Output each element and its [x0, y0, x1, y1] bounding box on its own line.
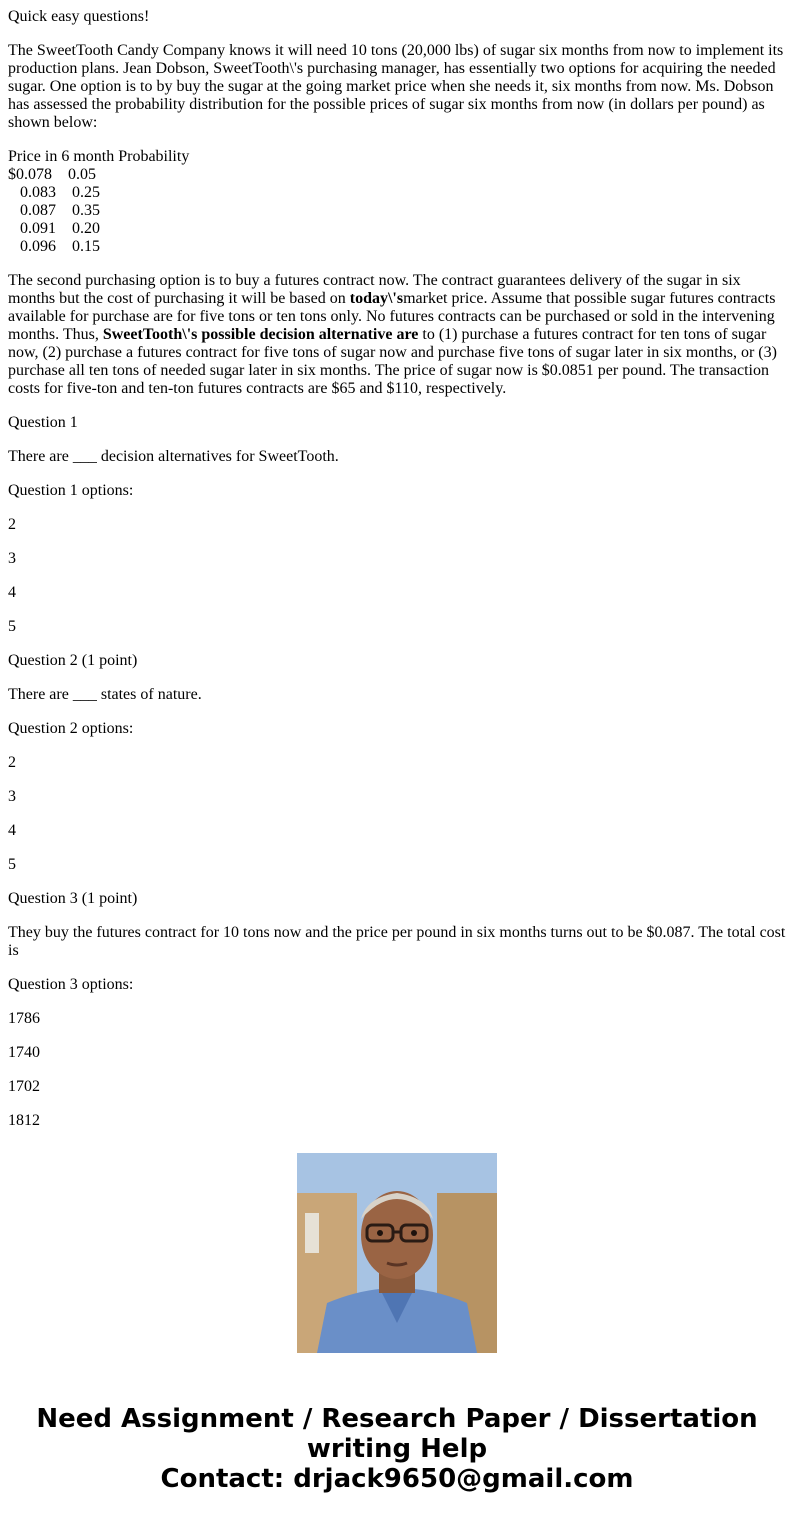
question-3-option[interactable]: 1786: [8, 1010, 40, 1027]
price-probability-table: [8, 148, 786, 256]
price-table-row: 0.087 0.35: [8, 202, 100, 219]
price-table-row: 0.096 0.15: [8, 238, 100, 255]
paragraph-2-text-3: to (1) purchase a futures contract for ten tons of sugar now, (2) purchase a futures contract for five tons of sugar now and purchase five tons of sugar later in six months, or (3) purchase all ten tons of needed sugar later in six months. The price of sugar now is $0.0851 per pound. The transaction costs for five-ton and ten-ton futures contracts are $65 and $110, respectively.: [8, 326, 777, 397]
avatar-portrait-icon: [297, 1153, 497, 1353]
paragraph-2-bold-2: SweetTooth\'s possible decision alternative are: [102, 326, 419, 343]
banner-line-1: Need Assignment / Research Paper / Dissertation: [36, 1404, 758, 1434]
question-2-option[interactable]: 4: [8, 822, 16, 839]
banner-line-2: writing Help: [306, 1434, 488, 1464]
question-2-options-label: Question 2 options:: [8, 720, 134, 737]
question-2-title: Question 2 (1 point): [8, 652, 138, 669]
price-table-row: 0.091 0.20: [8, 220, 100, 237]
problem-paragraph-1: The SweetTooth Candy Company knows it will need 10 tons (20,000 lbs) of sugar six months from now to implement its production plans. Jean Dobson, SweetTooth\'s purchasing manager, has essentially two options for acquiring the needed sugar. One option is to by buy the sugar at the going market price when she needs it, six months from now. Ms. Dobson has assessed the probability distribution for the possible prices of sugar six months from now (in dollars per pound) as shown below:: [8, 42, 784, 131]
question-2-option[interactable]: 2: [8, 754, 16, 771]
question-1-option[interactable]: 3: [8, 550, 16, 567]
question-1-prompt: There are ___ decision alternatives for SweetTooth.: [8, 448, 339, 465]
question-3-option[interactable]: 1740: [8, 1044, 40, 1061]
problem-paragraph-2: [8, 272, 786, 398]
avatar: [297, 1153, 497, 1353]
question-1-option[interactable]: 4: [8, 584, 16, 601]
price-table-row: 0.083 0.25: [8, 184, 100, 201]
question-3-option[interactable]: 1812: [8, 1112, 40, 1129]
paragraph-2-bold-1: today\'s: [349, 290, 404, 307]
question-2-option[interactable]: 3: [8, 788, 16, 805]
paragraph-2-text-2: market price. Assume that possible sugar futures contracts available for purchase are for five tons or ten tons only. No futures contracts can be purchased or sold in the intervening months. Thus,: [8, 290, 776, 343]
price-table-header: Price in 6 month Probability: [8, 148, 190, 165]
price-table-row: $0.078 0.05: [8, 166, 96, 183]
question-1-title: Question 1: [8, 414, 78, 431]
question-3-options-label: Question 3 options:: [8, 976, 134, 993]
question-3-prompt: They buy the futures contract for 10 tons now and the price per pound in six months turns out to be $0.087. The total cost is: [8, 924, 786, 959]
question-2-prompt: There are ___ states of nature.: [8, 686, 202, 703]
question-1-option[interactable]: 5: [8, 618, 16, 635]
question-3-option[interactable]: 1702: [8, 1078, 40, 1095]
question-1-option[interactable]: 2: [8, 516, 16, 533]
question-1-options-label: Question 1 options:: [8, 482, 134, 499]
question-content: [8, 8, 786, 1129]
question-2-option[interactable]: 5: [8, 856, 16, 873]
intro-text: Quick easy questions!: [8, 8, 150, 25]
paragraph-2-text-1: The second purchasing option is to buy a futures contract now. The contract guarantees delivery of the sugar in six months but the cost of purchasing it will be based on: [8, 272, 741, 307]
contact-banner: [0, 1404, 794, 1494]
banner-contact-line: Contact: drjack9650@gmail.com: [160, 1464, 634, 1494]
question-3-title: Question 3 (1 point): [8, 890, 138, 907]
